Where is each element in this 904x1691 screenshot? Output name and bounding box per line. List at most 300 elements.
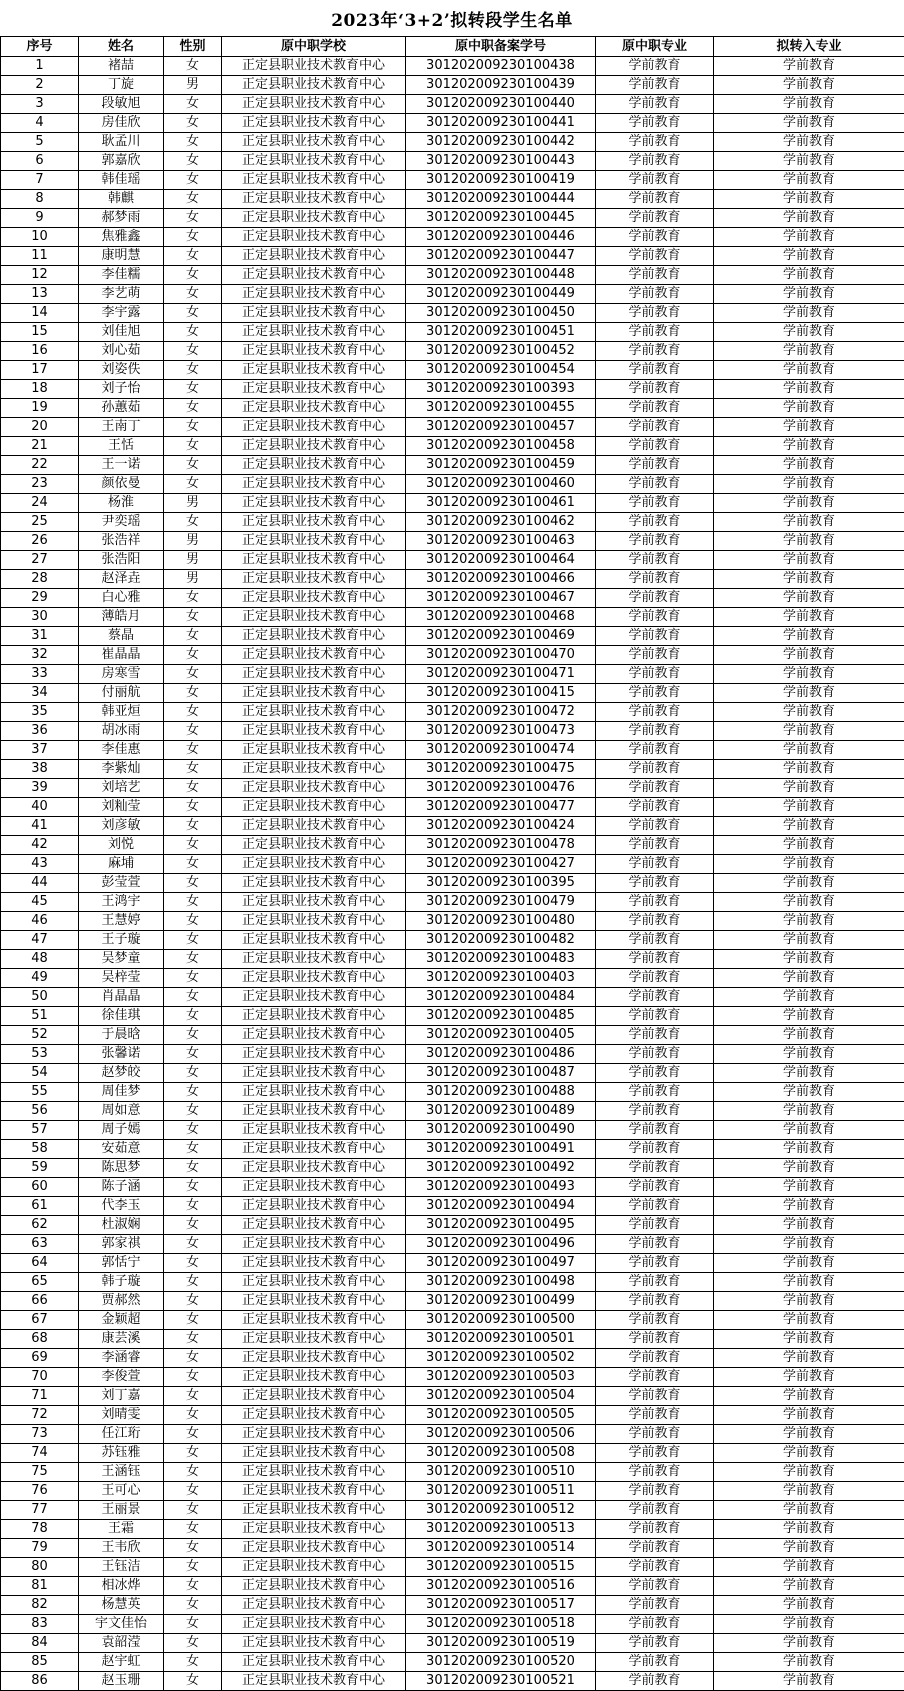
cell-major: 学前教育 — [596, 209, 714, 228]
cell-major: 学前教育 — [596, 627, 714, 646]
cell-student-id: 301202009230100505 — [406, 1406, 596, 1425]
table-row — [1, 1501, 904, 1520]
cell-target-major: 学前教育 — [714, 171, 904, 190]
cell-student-id: 301202009230100443 — [406, 152, 596, 171]
cell-target-major: 学前教育 — [714, 1634, 904, 1653]
cell-name: 袁韶滢 — [79, 1634, 164, 1653]
table-row — [1, 1026, 904, 1045]
cell-seq: 43 — [1, 855, 79, 874]
cell-school: 正定县职业技术教育中心 — [222, 646, 406, 665]
cell-student-id: 301202009230100492 — [406, 1159, 596, 1178]
cell-seq: 82 — [1, 1596, 79, 1615]
cell-name: 任江珩 — [79, 1425, 164, 1444]
table-row — [1, 627, 904, 646]
cell-name: 李佳惠 — [79, 741, 164, 760]
cell-school: 正定县职业技术教育中心 — [222, 1577, 406, 1596]
cell-name: 韩子璇 — [79, 1273, 164, 1292]
table-row — [1, 646, 904, 665]
table-row — [1, 798, 904, 817]
table-row — [1, 1045, 904, 1064]
cell-target-major: 学前教育 — [714, 988, 904, 1007]
cell-target-major: 学前教育 — [714, 399, 904, 418]
cell-seq: 50 — [1, 988, 79, 1007]
cell-gender: 男 — [164, 570, 222, 589]
table-row — [1, 1311, 904, 1330]
cell-student-id: 301202009230100438 — [406, 57, 596, 76]
cell-student-id: 301202009230100511 — [406, 1482, 596, 1501]
cell-name: 耿孟川 — [79, 133, 164, 152]
table-row — [1, 874, 904, 893]
cell-major: 学前教育 — [596, 1577, 714, 1596]
table-row — [1, 399, 904, 418]
cell-student-id: 301202009230100463 — [406, 532, 596, 551]
cell-student-id: 301202009230100521 — [406, 1672, 596, 1691]
cell-seq: 35 — [1, 703, 79, 722]
cell-name: 刘子怡 — [79, 380, 164, 399]
cell-school: 正定县职业技术教育中心 — [222, 1216, 406, 1235]
cell-name: 杜淑娴 — [79, 1216, 164, 1235]
cell-seq: 15 — [1, 323, 79, 342]
cell-target-major: 学前教育 — [714, 855, 904, 874]
table-row — [1, 855, 904, 874]
cell-target-major: 学前教育 — [714, 228, 904, 247]
cell-seq: 25 — [1, 513, 79, 532]
cell-gender: 女 — [164, 1387, 222, 1406]
cell-target-major: 学前教育 — [714, 418, 904, 437]
cell-gender: 女 — [164, 1634, 222, 1653]
table-row — [1, 931, 904, 950]
cell-major: 学前教育 — [596, 931, 714, 950]
cell-gender: 女 — [164, 228, 222, 247]
cell-student-id: 301202009230100516 — [406, 1577, 596, 1596]
cell-major: 学前教育 — [596, 1140, 714, 1159]
cell-major: 学前教育 — [596, 57, 714, 76]
cell-student-id: 301202009230100495 — [406, 1216, 596, 1235]
cell-gender: 女 — [164, 684, 222, 703]
cell-target-major: 学前教育 — [714, 1216, 904, 1235]
cell-major: 学前教育 — [596, 1368, 714, 1387]
cell-name: 张浩祥 — [79, 532, 164, 551]
cell-school: 正定县职业技术教育中心 — [222, 931, 406, 950]
cell-student-id: 301202009230100512 — [406, 1501, 596, 1520]
cell-name: 王一诺 — [79, 456, 164, 475]
cell-seq: 2 — [1, 76, 79, 95]
cell-seq: 73 — [1, 1425, 79, 1444]
cell-gender: 女 — [164, 1083, 222, 1102]
cell-target-major: 学前教育 — [714, 1596, 904, 1615]
cell-seq: 64 — [1, 1254, 79, 1273]
cell-seq: 10 — [1, 228, 79, 247]
cell-major: 学前教育 — [596, 494, 714, 513]
cell-school: 正定县职业技术教育中心 — [222, 171, 406, 190]
cell-major: 学前教育 — [596, 1007, 714, 1026]
cell-target-major: 学前教育 — [714, 1482, 904, 1501]
table-row — [1, 266, 904, 285]
cell-school: 正定县职业技术教育中心 — [222, 760, 406, 779]
table-row — [1, 380, 904, 399]
cell-seq: 29 — [1, 589, 79, 608]
cell-student-id: 301202009230100457 — [406, 418, 596, 437]
cell-school: 正定县职业技术教育中心 — [222, 475, 406, 494]
cell-gender: 女 — [164, 855, 222, 874]
cell-gender: 女 — [164, 209, 222, 228]
cell-student-id: 301202009230100508 — [406, 1444, 596, 1463]
cell-gender: 女 — [164, 1558, 222, 1577]
cell-student-id: 301202009230100460 — [406, 475, 596, 494]
cell-student-id: 301202009230100488 — [406, 1083, 596, 1102]
cell-target-major: 学前教育 — [714, 304, 904, 323]
table-row — [1, 1539, 904, 1558]
cell-student-id: 301202009230100451 — [406, 323, 596, 342]
cell-student-id: 301202009230100482 — [406, 931, 596, 950]
cell-seq: 79 — [1, 1539, 79, 1558]
cell-target-major: 学前教育 — [714, 152, 904, 171]
cell-school: 正定县职业技术教育中心 — [222, 1102, 406, 1121]
cell-student-id: 301202009230100478 — [406, 836, 596, 855]
cell-name: 赵宇虹 — [79, 1653, 164, 1672]
cell-school: 正定县职业技术教育中心 — [222, 570, 406, 589]
cell-seq: 30 — [1, 608, 79, 627]
cell-target-major: 学前教育 — [714, 1577, 904, 1596]
cell-gender: 女 — [164, 133, 222, 152]
cell-gender: 女 — [164, 1425, 222, 1444]
cell-major: 学前教育 — [596, 874, 714, 893]
cell-name: 刘籼莹 — [79, 798, 164, 817]
cell-target-major: 学前教育 — [714, 798, 904, 817]
cell-target-major: 学前教育 — [714, 836, 904, 855]
cell-major: 学前教育 — [596, 703, 714, 722]
cell-target-major: 学前教育 — [714, 1045, 904, 1064]
header-target-major: 拟转入专业 — [714, 37, 904, 57]
cell-target-major: 学前教育 — [714, 1292, 904, 1311]
cell-gender: 女 — [164, 1178, 222, 1197]
table-row — [1, 285, 904, 304]
cell-student-id: 301202009230100484 — [406, 988, 596, 1007]
cell-school: 正定县职业技术教育中心 — [222, 133, 406, 152]
cell-major: 学前教育 — [596, 76, 714, 95]
cell-seq: 54 — [1, 1064, 79, 1083]
cell-major: 学前教育 — [596, 1520, 714, 1539]
cell-student-id: 301202009230100464 — [406, 551, 596, 570]
cell-major: 学前教育 — [596, 988, 714, 1007]
cell-student-id: 301202009230100439 — [406, 76, 596, 95]
table-row — [1, 1216, 904, 1235]
cell-school: 正定县职业技术教育中心 — [222, 950, 406, 969]
cell-student-id: 301202009230100440 — [406, 95, 596, 114]
cell-major: 学前教育 — [596, 456, 714, 475]
cell-target-major: 学前教育 — [714, 57, 904, 76]
cell-target-major: 学前教育 — [714, 1672, 904, 1691]
cell-seq: 70 — [1, 1368, 79, 1387]
cell-name: 尹奕瑶 — [79, 513, 164, 532]
cell-gender: 女 — [164, 646, 222, 665]
table-row — [1, 1634, 904, 1653]
cell-school: 正定县职业技术教育中心 — [222, 1349, 406, 1368]
table-row — [1, 817, 904, 836]
cell-student-id: 301202009230100476 — [406, 779, 596, 798]
cell-gender: 女 — [164, 1064, 222, 1083]
cell-student-id: 301202009230100519 — [406, 1634, 596, 1653]
cell-school: 正定县职业技术教育中心 — [222, 589, 406, 608]
cell-seq: 28 — [1, 570, 79, 589]
cell-major: 学前教育 — [596, 684, 714, 703]
cell-student-id: 301202009230100487 — [406, 1064, 596, 1083]
cell-gender: 女 — [164, 665, 222, 684]
cell-major: 学前教育 — [596, 1387, 714, 1406]
cell-seq: 21 — [1, 437, 79, 456]
cell-seq: 23 — [1, 475, 79, 494]
cell-school: 正定县职业技术教育中心 — [222, 532, 406, 551]
cell-target-major: 学前教育 — [714, 665, 904, 684]
cell-target-major: 学前教育 — [714, 1159, 904, 1178]
cell-target-major: 学前教育 — [714, 931, 904, 950]
cell-seq: 27 — [1, 551, 79, 570]
cell-school: 正定县职业技术教育中心 — [222, 513, 406, 532]
cell-target-major: 学前教育 — [714, 456, 904, 475]
cell-major: 学前教育 — [596, 1406, 714, 1425]
cell-name: 李俊萱 — [79, 1368, 164, 1387]
cell-major: 学前教育 — [596, 1216, 714, 1235]
cell-school: 正定县职业技术教育中心 — [222, 380, 406, 399]
cell-gender: 女 — [164, 741, 222, 760]
cell-school: 正定县职业技术教育中心 — [222, 1406, 406, 1425]
cell-target-major: 学前教育 — [714, 1425, 904, 1444]
cell-school: 正定县职业技术教育中心 — [222, 1292, 406, 1311]
table-row — [1, 152, 904, 171]
cell-seq: 33 — [1, 665, 79, 684]
table-row — [1, 361, 904, 380]
cell-student-id: 301202009230100458 — [406, 437, 596, 456]
cell-student-id: 301202009230100467 — [406, 589, 596, 608]
cell-target-major: 学前教育 — [714, 1615, 904, 1634]
cell-name: 赵梦皎 — [79, 1064, 164, 1083]
cell-name: 李艺萌 — [79, 285, 164, 304]
cell-target-major: 学前教育 — [714, 1653, 904, 1672]
cell-school: 正定县职业技术教育中心 — [222, 627, 406, 646]
table-row — [1, 418, 904, 437]
table-row — [1, 608, 904, 627]
cell-name: 郭恬宁 — [79, 1254, 164, 1273]
cell-seq: 68 — [1, 1330, 79, 1349]
cell-student-id: 301202009230100506 — [406, 1425, 596, 1444]
cell-seq: 51 — [1, 1007, 79, 1026]
cell-target-major: 学前教育 — [714, 1197, 904, 1216]
cell-name: 韩麒 — [79, 190, 164, 209]
cell-gender: 女 — [164, 1330, 222, 1349]
cell-target-major: 学前教育 — [714, 95, 904, 114]
cell-school: 正定县职业技术教育中心 — [222, 228, 406, 247]
cell-school: 正定县职业技术教育中心 — [222, 304, 406, 323]
cell-name: 贾郝然 — [79, 1292, 164, 1311]
table-row — [1, 1064, 904, 1083]
cell-name: 王丽景 — [79, 1501, 164, 1520]
cell-gender: 女 — [164, 1615, 222, 1634]
cell-target-major: 学前教育 — [714, 646, 904, 665]
cell-major: 学前教育 — [596, 399, 714, 418]
table-row — [1, 912, 904, 931]
cell-gender: 女 — [164, 1539, 222, 1558]
table-row — [1, 1235, 904, 1254]
cell-school: 正定县职业技术教育中心 — [222, 551, 406, 570]
cell-seq: 71 — [1, 1387, 79, 1406]
cell-seq: 72 — [1, 1406, 79, 1425]
cell-student-id: 301202009230100405 — [406, 1026, 596, 1045]
cell-seq: 20 — [1, 418, 79, 437]
cell-seq: 67 — [1, 1311, 79, 1330]
cell-major: 学前教育 — [596, 1558, 714, 1577]
cell-seq: 66 — [1, 1292, 79, 1311]
cell-student-id: 301202009230100462 — [406, 513, 596, 532]
table-row — [1, 1368, 904, 1387]
cell-school: 正定县职业技术教育中心 — [222, 1026, 406, 1045]
cell-major: 学前教育 — [596, 1197, 714, 1216]
cell-target-major: 学前教育 — [714, 1368, 904, 1387]
cell-school: 正定县职业技术教育中心 — [222, 1007, 406, 1026]
cell-seq: 32 — [1, 646, 79, 665]
cell-target-major: 学前教育 — [714, 874, 904, 893]
cell-seq: 86 — [1, 1672, 79, 1691]
table-row — [1, 133, 904, 152]
cell-gender: 女 — [164, 893, 222, 912]
cell-gender: 女 — [164, 1672, 222, 1691]
table-row — [1, 1197, 904, 1216]
cell-major: 学前教育 — [596, 969, 714, 988]
table-row — [1, 171, 904, 190]
cell-major: 学前教育 — [596, 1026, 714, 1045]
cell-seq: 59 — [1, 1159, 79, 1178]
cell-target-major: 学前教育 — [714, 589, 904, 608]
cell-major: 学前教育 — [596, 665, 714, 684]
cell-school: 正定县职业技术教育中心 — [222, 912, 406, 931]
cell-seq: 14 — [1, 304, 79, 323]
cell-name: 王恬 — [79, 437, 164, 456]
cell-school: 正定县职业技术教育中心 — [222, 1083, 406, 1102]
table-row — [1, 1007, 904, 1026]
cell-student-id: 301202009230100466 — [406, 570, 596, 589]
cell-target-major: 学前教育 — [714, 1273, 904, 1292]
cell-target-major: 学前教育 — [714, 1121, 904, 1140]
cell-school: 正定县职业技术教育中心 — [222, 1045, 406, 1064]
cell-seq: 63 — [1, 1235, 79, 1254]
cell-major: 学前教育 — [596, 1330, 714, 1349]
table-row — [1, 57, 904, 76]
cell-gender: 女 — [164, 798, 222, 817]
cell-student-id: 301202009230100419 — [406, 171, 596, 190]
table-row — [1, 570, 904, 589]
cell-student-id: 301202009230100490 — [406, 1121, 596, 1140]
cell-seq: 56 — [1, 1102, 79, 1121]
table-row — [1, 760, 904, 779]
cell-school: 正定县职业技术教育中心 — [222, 798, 406, 817]
table-row — [1, 1349, 904, 1368]
cell-school: 正定县职业技术教育中心 — [222, 1368, 406, 1387]
cell-name: 彭莹萱 — [79, 874, 164, 893]
cell-target-major: 学前教育 — [714, 1140, 904, 1159]
cell-gender: 女 — [164, 1216, 222, 1235]
cell-major: 学前教育 — [596, 266, 714, 285]
cell-school: 正定县职业技术教育中心 — [222, 266, 406, 285]
cell-major: 学前教育 — [596, 475, 714, 494]
cell-name: 张浩阳 — [79, 551, 164, 570]
cell-major: 学前教育 — [596, 817, 714, 836]
table-row — [1, 1159, 904, 1178]
cell-name: 周佳梦 — [79, 1083, 164, 1102]
table-row — [1, 1482, 904, 1501]
cell-student-id: 301202009230100485 — [406, 1007, 596, 1026]
cell-major: 学前教育 — [596, 589, 714, 608]
cell-seq: 44 — [1, 874, 79, 893]
cell-student-id: 301202009230100477 — [406, 798, 596, 817]
cell-major: 学前教育 — [596, 1178, 714, 1197]
cell-gender: 女 — [164, 323, 222, 342]
table-row — [1, 950, 904, 969]
cell-gender: 女 — [164, 760, 222, 779]
cell-seq: 41 — [1, 817, 79, 836]
cell-major: 学前教育 — [596, 950, 714, 969]
cell-name: 周子嫣 — [79, 1121, 164, 1140]
cell-major: 学前教育 — [596, 551, 714, 570]
cell-seq: 60 — [1, 1178, 79, 1197]
cell-name: 郭嘉欣 — [79, 152, 164, 171]
cell-target-major: 学前教育 — [714, 1463, 904, 1482]
cell-gender: 男 — [164, 494, 222, 513]
cell-school: 正定县职业技术教育中心 — [222, 1444, 406, 1463]
cell-name: 陈子涵 — [79, 1178, 164, 1197]
cell-student-id: 301202009230100497 — [406, 1254, 596, 1273]
cell-seq: 7 — [1, 171, 79, 190]
cell-school: 正定县职业技术教育中心 — [222, 608, 406, 627]
cell-seq: 85 — [1, 1653, 79, 1672]
cell-target-major: 学前教育 — [714, 1007, 904, 1026]
cell-school: 正定县职业技术教育中心 — [222, 1539, 406, 1558]
cell-gender: 女 — [164, 171, 222, 190]
cell-gender: 女 — [164, 1577, 222, 1596]
cell-major: 学前教育 — [596, 323, 714, 342]
cell-seq: 83 — [1, 1615, 79, 1634]
cell-seq: 31 — [1, 627, 79, 646]
cell-target-major: 学前教育 — [714, 779, 904, 798]
cell-school: 正定县职业技术教育中心 — [222, 665, 406, 684]
cell-name: 付丽航 — [79, 684, 164, 703]
cell-major: 学前教育 — [596, 1254, 714, 1273]
cell-school: 正定县职业技术教育中心 — [222, 722, 406, 741]
cell-name: 肖晶晶 — [79, 988, 164, 1007]
cell-seq: 34 — [1, 684, 79, 703]
cell-major: 学前教育 — [596, 646, 714, 665]
header-name: 姓名 — [79, 37, 164, 57]
cell-target-major: 学前教育 — [714, 1102, 904, 1121]
cell-target-major: 学前教育 — [714, 285, 904, 304]
cell-target-major: 学前教育 — [714, 532, 904, 551]
cell-seq: 40 — [1, 798, 79, 817]
cell-school: 正定县职业技术教育中心 — [222, 1273, 406, 1292]
cell-name: 白心雅 — [79, 589, 164, 608]
cell-seq: 26 — [1, 532, 79, 551]
table-row — [1, 323, 904, 342]
cell-school: 正定县职业技术教育中心 — [222, 1387, 406, 1406]
cell-gender: 女 — [164, 1444, 222, 1463]
cell-student-id: 301202009230100424 — [406, 817, 596, 836]
cell-seq: 4 — [1, 114, 79, 133]
cell-seq: 74 — [1, 1444, 79, 1463]
cell-school: 正定县职业技术教育中心 — [222, 342, 406, 361]
cell-gender: 女 — [164, 912, 222, 931]
cell-gender: 女 — [164, 950, 222, 969]
cell-target-major: 学前教育 — [714, 342, 904, 361]
cell-school: 正定县职业技术教育中心 — [222, 1254, 406, 1273]
cell-school: 正定县职业技术教育中心 — [222, 361, 406, 380]
cell-major: 学前教育 — [596, 1539, 714, 1558]
